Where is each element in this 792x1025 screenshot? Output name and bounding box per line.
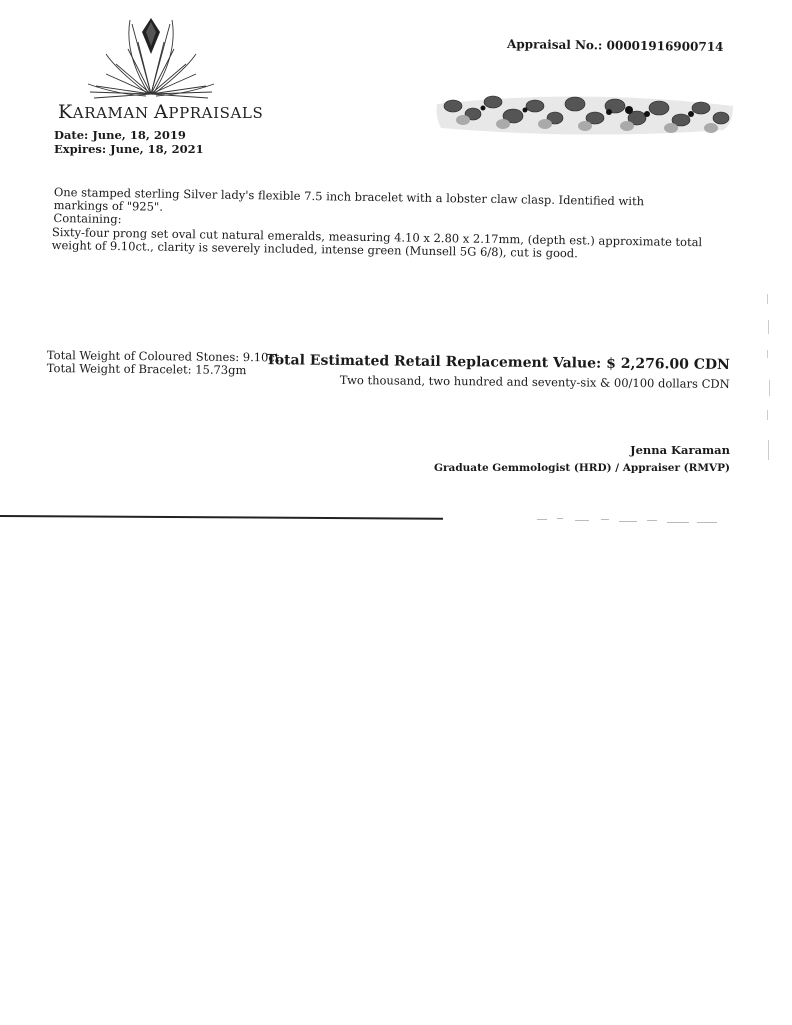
valuation-words: Two thousand, two hundred and seventy-six & 00/100 dollars CDN [339,372,730,391]
appraisal-number: Appraisal No.: 00001916900714 [506,37,724,55]
stones-weight: Total Weight of Coloured Stones: 9.10ct. [46,348,284,365]
valuation-total: Total Estimated Retail Replacement Value: $ 2,276.00 CDN [265,352,730,373]
weights-block [47,349,283,377]
bracelet-photo [433,84,738,142]
appraiser-name: Jenna Karaman [630,443,730,457]
logo-gem-icon [76,14,226,106]
appraiser-title: Graduate Gemmologist (HRD) / Appraiser (RMVP) [434,462,730,474]
item-description: One stamped sterling Silver lady's flexible 7.5 inch bracelet with a lobster claw clasp. Identified with markings of "925". Containing: [53,185,645,227]
issue-date: Date: June, 18, 2019 [54,128,186,142]
valuation-block [266,352,730,391]
scan-edge-noise [764,290,772,480]
expiry-date: Expires: June, 18, 2021 [54,142,204,156]
bracelet-weight: Total Weight of Bracelet: 15.73gm [46,360,247,378]
divider-line [0,515,443,519]
stone-description: Sixty-four prong set oval cut natural emeralds, measuring 4.10 x 2.80 x 2.17mm, (depth est.) approximate total weight of 9.10ct., clarity is severely included, intense green (Munsell 5G 6/8), cut is good. [51,225,703,261]
date-block [54,128,204,156]
scan-noise [535,516,725,526]
signature-block [434,443,730,474]
company-name: KARAMAN APPRAISALS [58,101,264,123]
